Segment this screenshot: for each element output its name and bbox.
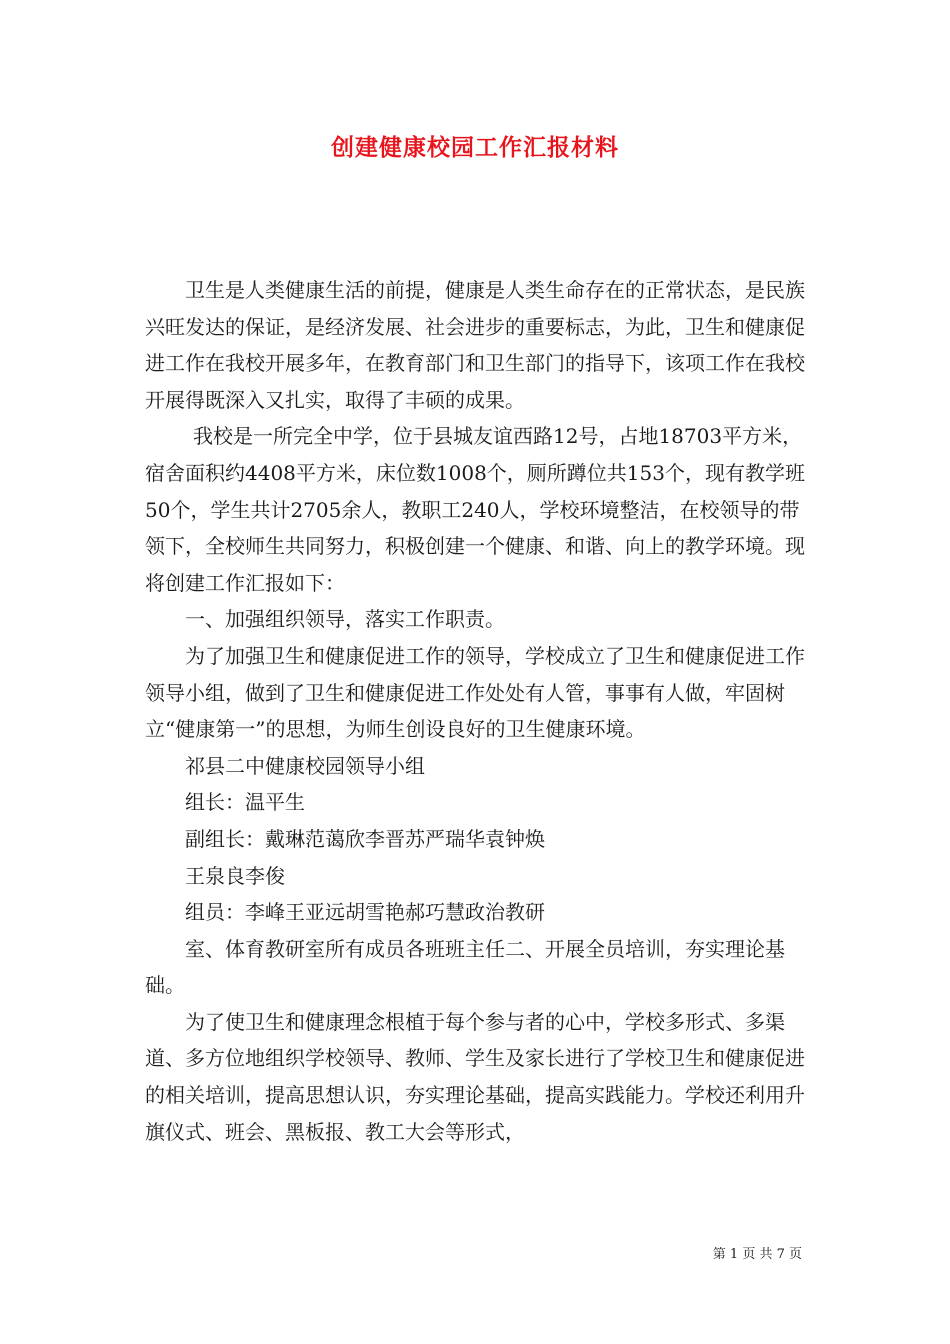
paragraph-training: 为了使卫生和健康理念根植于每个参与者的心中，学校多形式、多渠道、多方位地组织学校领导、教师、学生及家长进行了学校卫生和健康促进的相关培训，提高思想认识，夯实理论基础，提高实践能力。学校还利用升旗仪式、班会、黑板报、教工大会等形式， (145, 1009, 805, 1144)
section-heading-1: 一、加强组织领导，落实工作职责。 (185, 607, 505, 632)
document-body (145, 272, 810, 1150)
group-leader: 组长：温平生 (185, 790, 305, 815)
group-members: 组员：李峰王亚远胡雪艳郝巧慧政治教研 (185, 900, 545, 925)
document-title: 创建健康校园工作汇报材料 (331, 134, 619, 161)
page-number: 第 1 页 共 7 页 (712, 1247, 802, 1262)
group-name: 祁县二中健康校园领导小组 (185, 753, 425, 778)
paragraph-school-info: 我校是一所完全中学，位于县城友谊西路12号，占地18703平方米，宿舍面积约4408平方米，床位数1008个，厕所蹲位共153个，现有教学班50个，学生共计2705余人，教职工240人，学校环境整洁，在校领导的带领下，全校师生共同努力，积极创建一个健康、和谐、向上的教学环境。现将创建工作汇报如下： (145, 424, 805, 595)
paragraph-leadership: 为了加强卫生和健康促进工作的领导，学校成立了卫生和健康促进工作领导小组，做到了卫生和健康促进工作处处有人管，事事有人做，牢固树立“健康第一”的思想，为师生创设良好的卫生健康环境。 (145, 643, 805, 742)
group-deputy-leaders: 副组长：戴琳范蔼欣李晋苏严瑞华袁钟焕 (185, 826, 545, 851)
group-deputy-leaders-cont: 王泉良李俊 (185, 863, 285, 888)
group-members-cont: 室、体育教研室所有成员各班班主任二、开展全员培训，夯实理论基础。 (145, 936, 785, 998)
paragraph-intro: 卫生是人类健康生活的前提，健康是人类生命存在的正常状态，是民族兴旺发达的保证，是经济发展、社会进步的重要标志，为此，卫生和健康促进工作在我校开展多年，在教育部门和卫生部门的指导下，该项工作在我校开展得既深入又扎实，取得了丰硕的成果。 (145, 278, 805, 412)
